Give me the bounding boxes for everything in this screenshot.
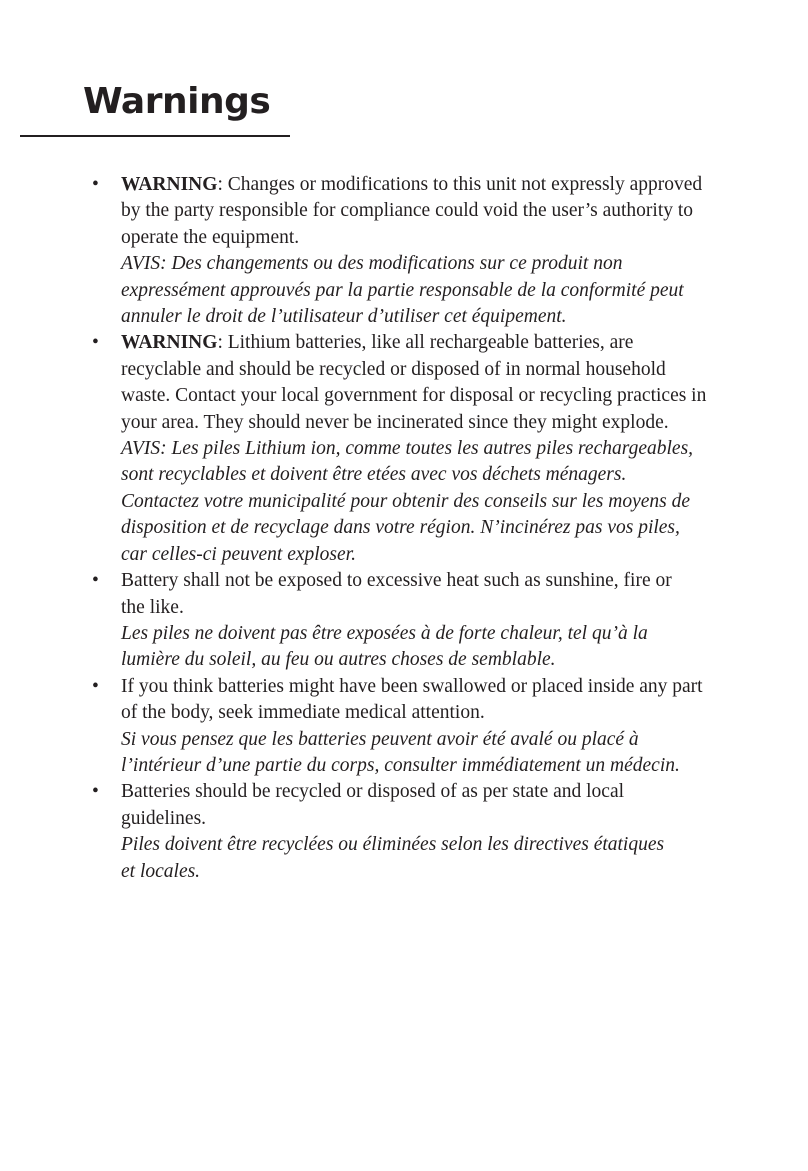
warning-item-recycling	[92, 779, 792, 885]
warning-keyword: WARNING	[121, 174, 218, 195]
bullet-icon: •	[92, 570, 99, 592]
warning-text-line: WARNING: Lithium batteries, like all rechargeable batteries, are	[121, 332, 634, 354]
french-text-line: car celles-ci peuvent exploser.	[121, 543, 356, 565]
warning-text-line: Batteries should be recycled or disposed of as per state and local	[121, 781, 625, 803]
french-text-line: l’intérieur d’une partie du corps, consulter immédiatement un médecin.	[121, 754, 680, 776]
bullet-icon: •	[92, 675, 99, 697]
french-text-line: disposition et de recyclage dans votre région. N’incinérez pas vos piles,	[121, 517, 680, 539]
warning-text-line: WARNING: Changes or modifications to this unit not expressly approved	[121, 174, 703, 195]
french-text-line: Contactez votre municipalité pour obtenir des conseils sur les moyens de	[121, 490, 691, 512]
french-text-line: et locales.	[121, 860, 201, 882]
french-text-line: annuler le droit de l’utilisateur d’utiliser cet équipement.	[121, 306, 567, 328]
warning-item-heat-exposure	[92, 568, 792, 674]
warning-item-swallowed-batteries	[92, 674, 792, 780]
bullet-icon: •	[92, 174, 99, 195]
french-text-line: AVIS: Des changements ou des modifications sur ce produit non	[121, 253, 623, 275]
warning-text-line: operate the equipment.	[121, 226, 300, 248]
warning-text-line: guidelines.	[121, 807, 207, 829]
warning-item-compliance	[92, 172, 792, 330]
warning-text-line: If you think batteries might have been swallowed or placed inside any part	[121, 675, 703, 697]
french-text-line: AVIS: Les piles Lithium ion, comme toutes les autres piles rechargeables,	[121, 438, 694, 460]
bullet-icon: •	[92, 781, 99, 803]
warning-text-line: Battery shall not be exposed to excessive heat such as sunshine, fire or	[121, 570, 672, 592]
warning-text-line: recyclable and should be recycled or disposed of in normal household	[121, 358, 666, 380]
warnings-list	[92, 172, 792, 885]
french-text-line: Les piles ne doivent pas être exposées à de forte chaleur, tel qu’à la	[121, 622, 648, 644]
title-divider	[20, 135, 290, 137]
french-text-line: Piles doivent être recyclées ou éliminées selon les directives étatiques	[121, 834, 665, 856]
warning-text-line: the like.	[121, 596, 184, 618]
warning-text-line: your area. They should never be incinerated since they might explode.	[121, 411, 669, 433]
warning-text-line: waste. Contact your local government for disposal or recycling practices in	[121, 385, 707, 407]
bullet-icon: •	[92, 332, 99, 354]
page-title: Warnings	[83, 81, 271, 122]
french-text-line: expressément approuvés par la partie responsable de la conformité peut	[121, 279, 684, 301]
warning-text-line: by the party responsible for compliance could void the user’s authority to	[121, 200, 694, 222]
warning-item-lithium-batteries	[92, 330, 792, 568]
warning-keyword: WARNING	[121, 332, 218, 354]
french-text-line: Si vous pensez que les batteries peuvent avoir été avalé ou placé à	[121, 728, 639, 750]
warning-text-line: of the body, seek immediate medical attention.	[121, 702, 485, 724]
french-text-line: sont recyclables et doivent être etées avec vos déchets ménagers.	[121, 464, 627, 486]
french-text-line: lumière du soleil, au feu ou autres choses de semblable.	[121, 649, 556, 671]
